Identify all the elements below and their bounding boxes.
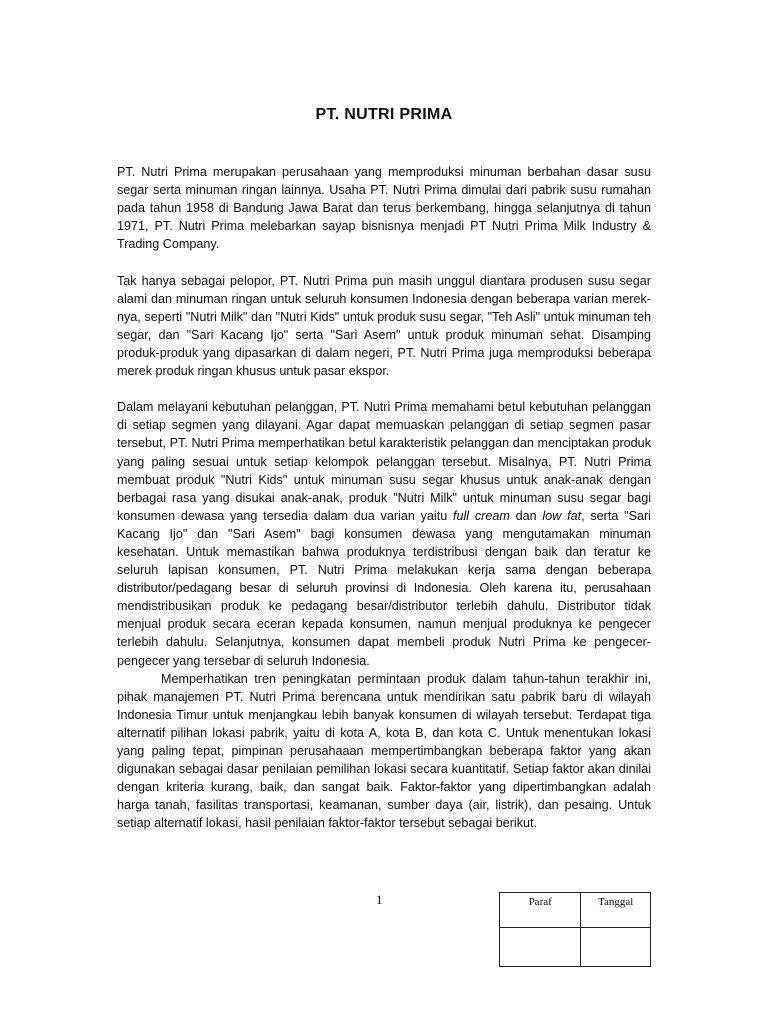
paragraph-text: dan <box>509 508 543 523</box>
paragraph-text: , serta "Sari Kacang Ijo" dan "Sari Asem" bagi konsumen dewasa yang mengutamakan minuman kesehatan. Untuk memastikan bahwa produknya terdistribusi dengan baik dan teratur ke seluruh lapisan konsumen, PT. Nutri Prima melakukan kerja sama dengan beberapa distributor/pedagang besar di seluruh provinsi di Indonesia. Oleh karena itu, perusahaan mendistribusikan produk ke pedagang besar/distributor terlebih dahulu. Distributor tidak menjual produk secara eceran kepada konsumen, namun menjual produknya ke pengecer terlebih dahulu. Selanjutnya, konsumen dapat membeli produk Nutri Prima ke pengecer-pengecer yang tersebar di seluruh Indonesia. <box>117 508 651 668</box>
paragraph-company-history: PT. Nutri Prima merupakan perusahaan yang memproduksi minuman berbahan dasar susu segar serta minuman ringan lainnya. Usaha PT. Nutri Prima dimulai dari pabrik susu rumahan pada tahun 1958 di Bandung Jawa Barat dan terus berkembang, hingga selanjutnya di tahun 1971, PT. Nutri Prima melebarkan sayap bisnisnya menjadi PT Nutri Prima Milk Industry & Trading Company. <box>117 165 651 252</box>
document-body <box>117 163 651 832</box>
page-number: 1 <box>376 892 383 907</box>
paragraph-customer-service <box>117 398 651 669</box>
paragraph-text: Dalam melayani kebutuhan pelanggan, PT. Nutri Prima memahami betul kebutuhan pelanggan di setiap segmen yang dilayani. Agar dapat memuaskan pelanggan di setiap segmen pasar tersebut, PT. Nutri Prima memperhatikan betul karakteristik pelanggan dan menciptakan produk yang paling sesuai untuk setiap kelompok pelanggan tersebut. Misalnya, PT. Nutri Prima membuat produk "Nutri Kids" untuk minuman susu segar khusus untuk anak-anak dengan berbagai rasa yang disukai anak-anak, produk "Nutri Milk" untuk minuman susu segar bagi konsumen dewasa yang tersedia dalam dua varian yaitu <box>117 400 651 523</box>
emphasis-low-fat: low fat <box>542 508 582 523</box>
paraf-cell <box>500 928 581 967</box>
paraf-header: Paraf <box>500 893 581 928</box>
emphasis-full-cream: full cream <box>452 508 510 523</box>
signature-table-header-row <box>500 893 651 928</box>
signature-table-entry-row <box>500 928 651 967</box>
paragraph-new-factory-plan: Memperhatikan tren peningkatan permintaan produk dalam tahun-tahun terakhir ini, pihak manajemen PT. Nutri Prima berencana untuk mendirikan satu pabrik baru di wilayah Indonesia Timur untuk menjangkau lebih banyak konsumen di wilayah tersebut. Terdapat tiga alternatif pilihan lokasi pabrik, yaitu di kota A, kota B, dan kota C. Untuk menentukan lokasi yang paling tepat, pimpinan perusahaaan mempertimbangkan beberapa faktor yang akan digunakan sebagai dasar penilaian pemilihan lokasi secara kuantitatif. Setiap faktor akan dinilai dengan kriteria kurang, baik, dan sangat baik. Faktor-faktor yang dipertimbangkan adalah harga tanah, fasilitas transportasi, keamanan, sumber daya (air, listrik), dan pesaing. Untuk setiap alternatif lokasi, hasil penilaian faktor-faktor tersebut sebagai berikut. <box>117 671 651 831</box>
tanggal-header: Tanggal <box>581 893 651 928</box>
document-title: PT. NUTRI PRIMA <box>315 106 453 123</box>
paragraph-product-brands: Tak hanya sebagai pelopor, PT. Nutri Prima pun masih unggul diantara produsen susu segar alami dan minuman ringan untuk seluruh konsumen Indonesia dengan beberapa varian merek-nya, seperti "Nutri Milk" dan "Nutri Kids" untuk produk susu segar, "Teh Asli" untuk minuman teh segar, dan "Sari Kacang Ijo" serta "Sari Asem" untuk produk minuman sehat. Disamping produk-produk yang dipasarkan di dalam negeri, PT. Nutri Prima juga memproduksi beberapa merek produk ringan khusus untuk pasar ekspor. <box>117 273 651 379</box>
tanggal-cell <box>581 928 651 967</box>
signature-table <box>499 892 651 967</box>
